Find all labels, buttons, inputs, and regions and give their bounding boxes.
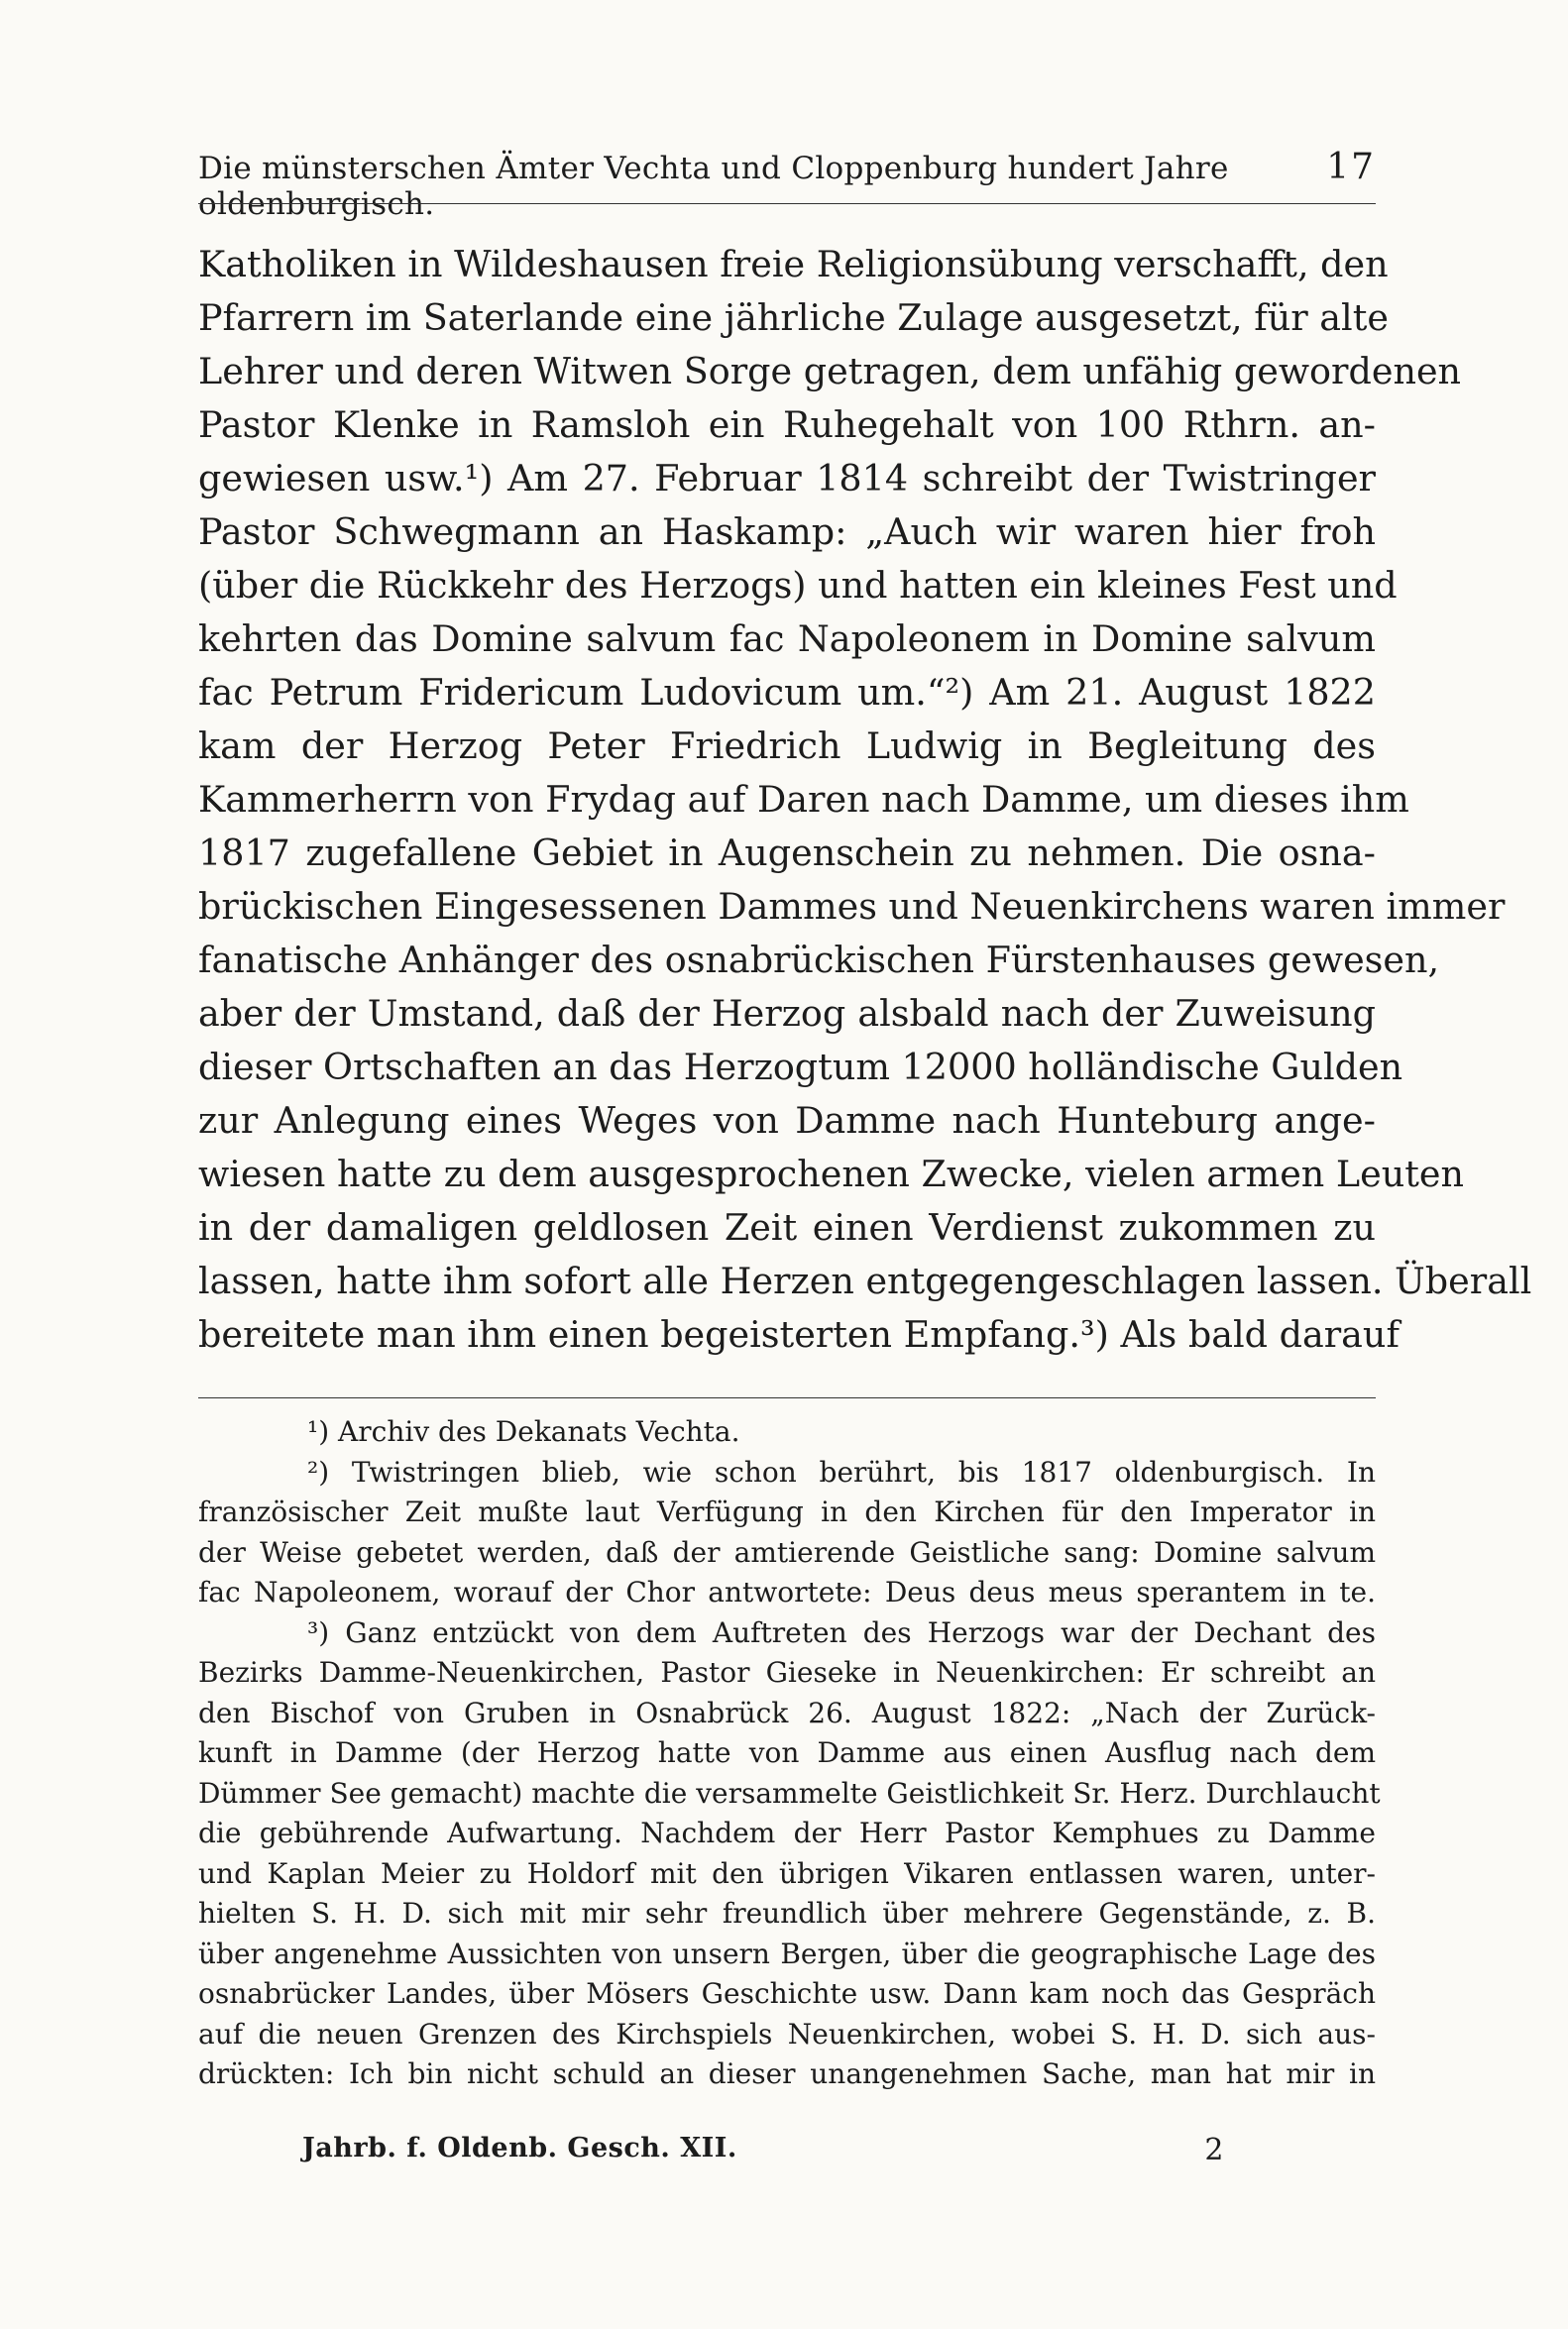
sheet-signature: 2 (1204, 2133, 1224, 2167)
page-footer (302, 2133, 1224, 2167)
footnote-3-line: die gebührende Aufwartung. Nachdem der Herr Pastor Kemphues zu Damme (198, 1817, 1376, 1849)
footnote-2-line: ²) Twistringen blieb, wie schon berührt, bis 1817 oldenburgisch. In (307, 1455, 1376, 1489)
footnote-1: ¹) Archiv des Dekanats Vechta. (307, 1415, 740, 1448)
body-line: bereitete man ihm einen begeisterten Empfang.³) Als bald darauf (198, 1313, 1400, 1356)
body-line: (über die Rückkehr des Herzogs) und hatten ein kleines Fest und (198, 564, 1398, 607)
body-line: fanatische Anhänger des osnabrückischen Fürstenhauses gewesen, (198, 939, 1440, 981)
main-text (198, 238, 1532, 1362)
footnotes (198, 1412, 1381, 2095)
footnote-3-line: osnabrücker Landes, über Mösers Geschichte usw. Dann kam noch das Gespräch (198, 1977, 1376, 2010)
body-line: lassen, hatte ihm sofort alle Herzen entgegengeschlagen lassen. Überall (198, 1260, 1532, 1302)
footnote-3-line: Bezirks Damme-Neuenkirchen, Pastor Gieseke in Neuenkirchen: Er schreibt an (198, 1656, 1376, 1689)
body-line: Lehrer und deren Witwen Sorge getragen, dem unfähig gewordenen (198, 350, 1462, 392)
running-head (198, 147, 1376, 222)
body-line: gewiesen usw.¹) Am 27. Februar 1814 schreibt der Twistringer (198, 457, 1376, 499)
body-line: kam der Herzog Peter Friedrich Ludwig in Begleitung des (198, 724, 1376, 767)
footnote-2-line: französischer Zeit mußte laut Verfügung in den Kirchen für den Imperator in (198, 1496, 1376, 1528)
footnote-3-line: und Kaplan Meier zu Holdorf mit den übrigen Vikaren entlassen waren, unter- (198, 1856, 1376, 1890)
footnote-2-line: fac Napoleonem, worauf der Chor antwortete: Deus deus meus sperantem in te. (198, 1576, 1376, 1608)
body-line: in der damaligen geldlosen Zeit einen Verdienst zukommen zu (198, 1206, 1376, 1249)
body-line: dieser Ortschaften an das Herzogtum 12000 holländische Gulden (198, 1046, 1403, 1088)
footnote-3-line: hielten S. H. D. sich mit mir sehr freundlich über mehrere Gegenstände, z. B. (198, 1897, 1376, 1930)
body-line: aber der Umstand, daß der Herzog alsbald nach der Zuweisung (198, 992, 1376, 1035)
header-rule (198, 203, 1376, 204)
body-line: brückischen Eingesessenen Dammes und Neuenkirchens waren immer (198, 885, 1506, 928)
body-line: zur Anlegung eines Weges von Damme nach Hunteburg ange- (198, 1099, 1376, 1142)
footnote-3-line: kunft in Damme (der Herzog hatte von Damme aus einen Ausflug nach dem (198, 1736, 1376, 1769)
footnote-3-line: den Bischof von Gruben in Osnabrück 26. August 1822: „Nach der Zurück- (198, 1696, 1376, 1729)
footnote-3-line: Dümmer See gemacht) machte die versammelte Geistlichkeit Sr. Herz. Durchlaucht (198, 1776, 1381, 1810)
footnote-2-line: der Weise gebetet werden, daß der amtierende Geistliche sang: Domine salvum (198, 1535, 1376, 1569)
body-line: 1817 zugefallene Gebiet in Augenschein zu nehmen. Die osna- (198, 832, 1376, 874)
body-line: Pastor Klenke in Ramsloh ein Ruhegehalt von 100 Rthrn. an- (198, 403, 1376, 446)
body-line: kehrten das Domine salvum fac Napoleonem in Domine salvum (198, 617, 1376, 660)
running-head-title: Die münsterschen Ämter Vechta und Cloppenburg hundert Jahre oldenburgisch. (198, 151, 1229, 222)
footnote-rule (198, 1397, 1376, 1398)
body-line: Katholiken in Wildeshausen freie Religionsübung verschafft, den (198, 243, 1389, 285)
footnote-3-line: auf die neuen Grenzen des Kirchspiels Neuenkirchen, wobei S. H. D. sich aus- (198, 2017, 1376, 2051)
footnote-3-line: ³) Ganz entzückt von dem Auftreten des Herzogs war der Dechant des (307, 1615, 1376, 1649)
footnote-3-line: drückten: Ich bin nicht schuld an dieser unangenehmen Sache, man hat mir in (198, 2057, 1376, 2090)
body-line: Pfarrern im Saterlande eine jährliche Zulage ausgesetzt, für alte (198, 296, 1389, 339)
body-line: Pastor Schwegmann an Haskamp: „Auch wir waren hier froh (198, 510, 1376, 553)
body-line: fac Petrum Fridericum Ludovicum um.“²) Am 21. August 1822 (198, 671, 1376, 714)
body-line: wiesen hatte zu dem ausgesprochenen Zwecke, vielen armen Leuten (198, 1153, 1465, 1195)
page-number: 17 (1326, 147, 1376, 187)
body-line: Kammerherrn von Frydag auf Daren nach Damme, um dieses ihm (198, 778, 1409, 821)
journal-signature: Jahrb. f. Oldenb. Gesch. XII. (302, 2133, 737, 2163)
footnote-3-line: über angenehme Aussichten von unsern Bergen, über die geographische Lage des (198, 1937, 1376, 1970)
